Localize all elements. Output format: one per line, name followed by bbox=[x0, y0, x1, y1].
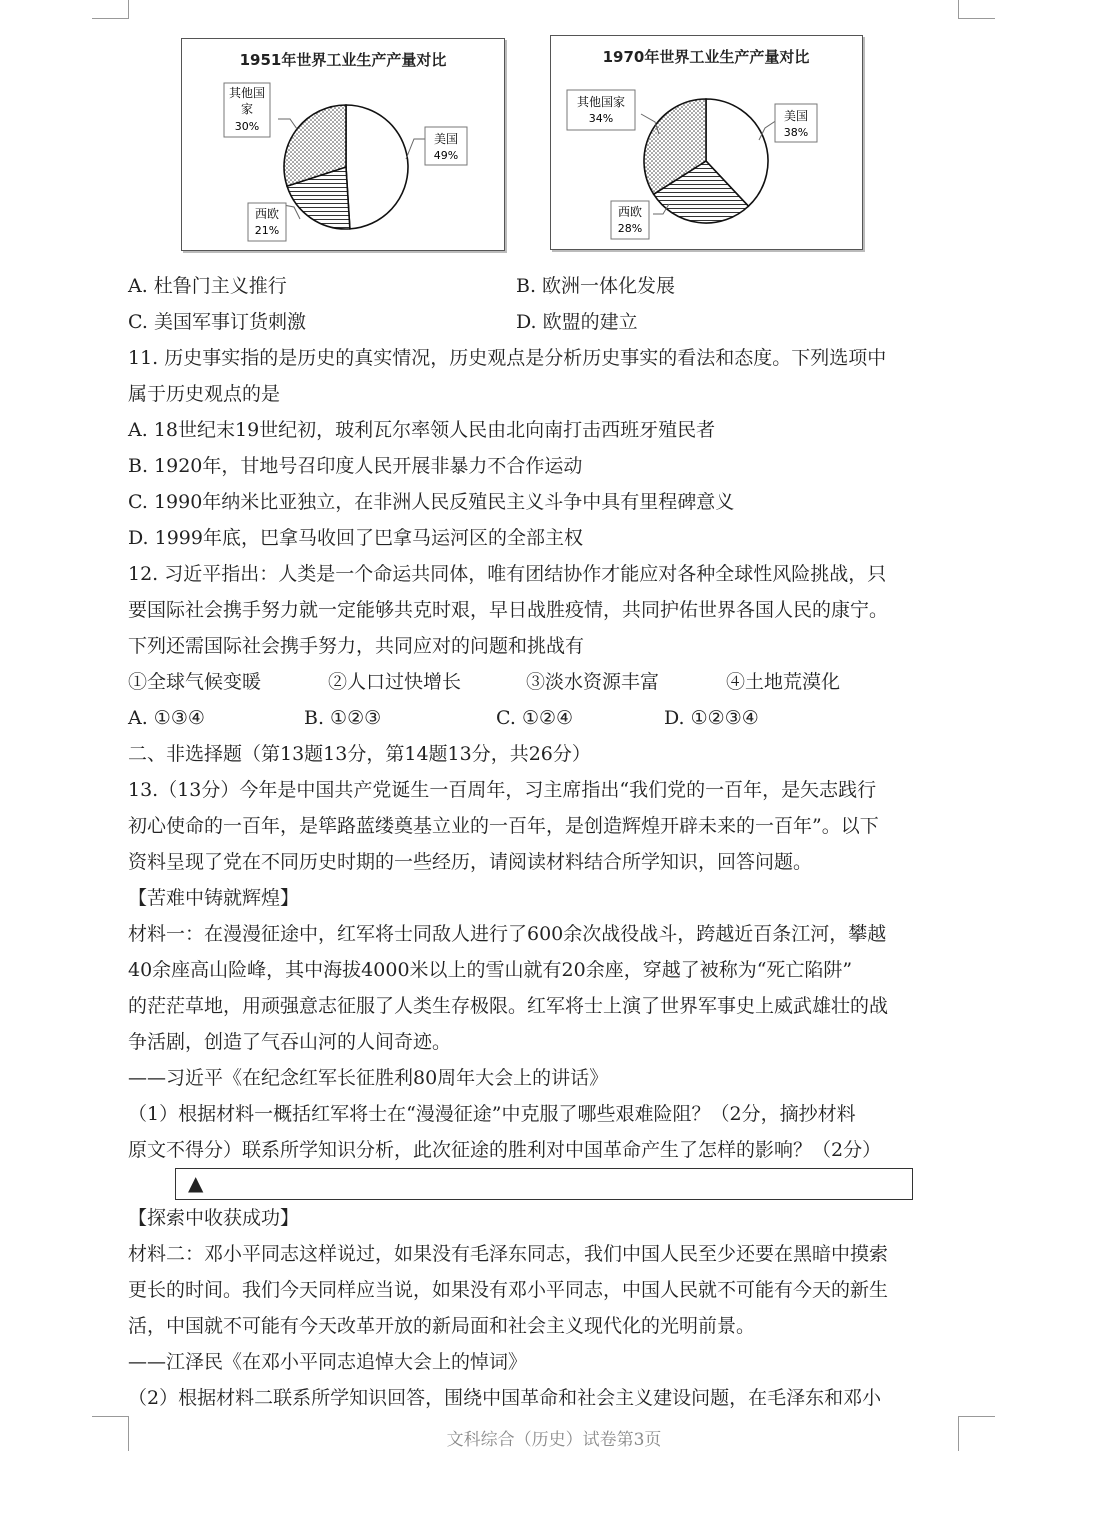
label-usa bbox=[425, 127, 467, 165]
corner-mark bbox=[958, 0, 995, 19]
q12-option-b: B. ①②③ bbox=[304, 707, 382, 729]
q13-heading: 【苦难中铸就辉煌】 bbox=[128, 887, 300, 909]
section-heading: 二、非选择题（第13题13分，第14题13分，共26分） bbox=[128, 743, 591, 765]
material-two: 材料二：邓小平同志这样说过，如果没有毛泽东同志，我们中国人民至少还要在黑暗中摸索 bbox=[128, 1243, 889, 1265]
q11-option-b: B. 1920年，甘地号召印度人民开展非暴力不合作运动 bbox=[128, 455, 583, 477]
svg-text:西欧: 西欧 bbox=[617, 205, 643, 219]
corner-mark bbox=[92, 0, 129, 19]
svg-text:30%: 30% bbox=[234, 120, 260, 133]
q12-stem: 要国际社会携手努力就一定能够共克时艰，早日战胜疫情，共同护佑世界各国人民的康宁。 bbox=[128, 599, 889, 621]
q10-option-a: A. 杜鲁门主义推行 bbox=[128, 275, 287, 297]
q13-part2: （2）根据材料二联系所学知识回答，围绕中国革命和社会主义建设问题，在毛泽东和邓小 bbox=[128, 1387, 882, 1409]
q11-stem: 11. 历史事实指的是历史的真实情况，历史观点是分析历史事实的看法和态度。下列选项中 bbox=[128, 347, 887, 369]
q12-option-d: D. ①②③④ bbox=[664, 707, 759, 729]
q13-heading: 【探索中收获成功】 bbox=[128, 1207, 300, 1229]
material-source: ——江泽民《在邓小平同志追悼大会上的悼词》 bbox=[128, 1351, 528, 1373]
q10-option-c: C. 美国军事订货刺激 bbox=[128, 311, 306, 333]
svg-text:49%: 49% bbox=[433, 149, 459, 162]
pie-chart-1970 bbox=[550, 35, 863, 250]
q12-option-c: C. ①②④ bbox=[496, 707, 574, 729]
q12-item: ①全球气候变暖 bbox=[128, 671, 262, 693]
page-footer: 文科综合（历史）试卷第3页 bbox=[446, 1430, 662, 1450]
q13-intro: 13.（13分）今年是中国共产党诞生一百周年，习主席指出“我们党的一百年，是矢志践行 bbox=[128, 779, 877, 801]
q13-part1: 原文不得分）联系所学知识分析，此次征途的胜利对中国革命产生了怎样的影响？（2分） bbox=[128, 1139, 882, 1161]
material-one: 40余座高山险峰，其中海拔4000米以上的雪山就有20余座，穿越了被称为“死亡陷阱” bbox=[128, 959, 853, 981]
svg-text:28%: 28% bbox=[617, 222, 643, 235]
q12-item: ④土地荒漠化 bbox=[726, 671, 841, 693]
material-one: 的茫茫草地，用顽强意志征服了人类生存极限。红军将士上演了世界军事史上威武雄壮的战 bbox=[128, 995, 889, 1017]
q12-item: ②人口过快增长 bbox=[328, 671, 462, 693]
label-west-europe bbox=[248, 203, 286, 241]
answer-mark: ▲ bbox=[188, 1171, 204, 1195]
q13-intro: 资料呈现了党在不同历史时期的一些经历，请阅读材料结合所学知识，回答问题。 bbox=[128, 851, 813, 873]
pie-chart-1951 bbox=[181, 38, 505, 251]
material-two: 活，中国就不可能有今天改革开放的新局面和社会主义现代化的光明前景。 bbox=[128, 1315, 756, 1337]
q11-option-a: A. 18世纪末19世纪初，玻利瓦尔率领人民由北向南打击西班牙殖民者 bbox=[128, 419, 716, 441]
slice-usa bbox=[346, 105, 408, 229]
label-others bbox=[224, 83, 270, 137]
answer-box[interactable] bbox=[175, 1168, 913, 1200]
svg-text:其他国家: 其他国家 bbox=[576, 95, 626, 109]
label-others bbox=[567, 90, 635, 130]
q10-option-d: D. 欧盟的建立 bbox=[516, 311, 638, 333]
q11-option-c: C. 1990年纳米比亚独立，在非洲人民反殖民主义斗争中具有里程碑意义 bbox=[128, 491, 735, 513]
q12-item: ③淡水资源丰富 bbox=[526, 671, 660, 693]
svg-text:家: 家 bbox=[240, 102, 254, 116]
svg-text:美国: 美国 bbox=[783, 109, 809, 123]
material-one: 争活剧，创造了气吞山河的人间奇迹。 bbox=[128, 1031, 452, 1053]
q13-intro: 初心使命的一百年，是筚路蓝缕奠基立业的一百年，是创造辉煌开辟未来的一百年”。以下 bbox=[128, 815, 879, 837]
pie-slices bbox=[644, 99, 768, 223]
label-west-europe bbox=[611, 201, 649, 239]
svg-text:34%: 34% bbox=[588, 112, 614, 125]
pie-slices bbox=[284, 105, 408, 229]
svg-text:美国: 美国 bbox=[433, 132, 459, 146]
chart-title: 1951年世界工业生产产量对比 bbox=[239, 51, 447, 69]
label-usa bbox=[775, 104, 817, 142]
material-one: 材料一：在漫漫征途中，红军将士同敌人进行了600余次战役战斗，跨越近百条江河，攀越 bbox=[128, 923, 887, 945]
q12-stem: 下列还需国际社会携手努力，共同应对的问题和挑战有 bbox=[128, 635, 585, 657]
q11-option-d: D. 1999年底，巴拿马收回了巴拿马运河区的全部主权 bbox=[128, 527, 583, 549]
q10-option-b: B. 欧洲一体化发展 bbox=[516, 275, 676, 297]
svg-text:38%: 38% bbox=[783, 126, 809, 139]
q12-option-a: A. ①③④ bbox=[128, 707, 205, 729]
svg-text:21%: 21% bbox=[254, 224, 280, 237]
q12-stem: 12. 习近平指出：人类是一个命运共同体，唯有团结协作才能应对各种全球性风险挑战，只 bbox=[128, 563, 887, 585]
material-two: 更长的时间。我们今天同样应当说，如果没有邓小平同志，中国人民就不可能有今天的新生 bbox=[128, 1279, 889, 1301]
q11-stem: 属于历史观点的是 bbox=[128, 383, 281, 405]
svg-text:其他国: 其他国 bbox=[228, 86, 266, 100]
svg-text:西欧: 西欧 bbox=[254, 207, 280, 221]
q13-part1: （1）根据材料一概括红军将士在“漫漫征途”中克服了哪些艰难险阻？（2分，摘抄材料 bbox=[128, 1103, 856, 1125]
chart-title: 1970年世界工业生产产量对比 bbox=[602, 48, 810, 66]
material-source: ——习近平《在纪念红军长征胜利80周年大会上的讲话》 bbox=[128, 1067, 609, 1089]
